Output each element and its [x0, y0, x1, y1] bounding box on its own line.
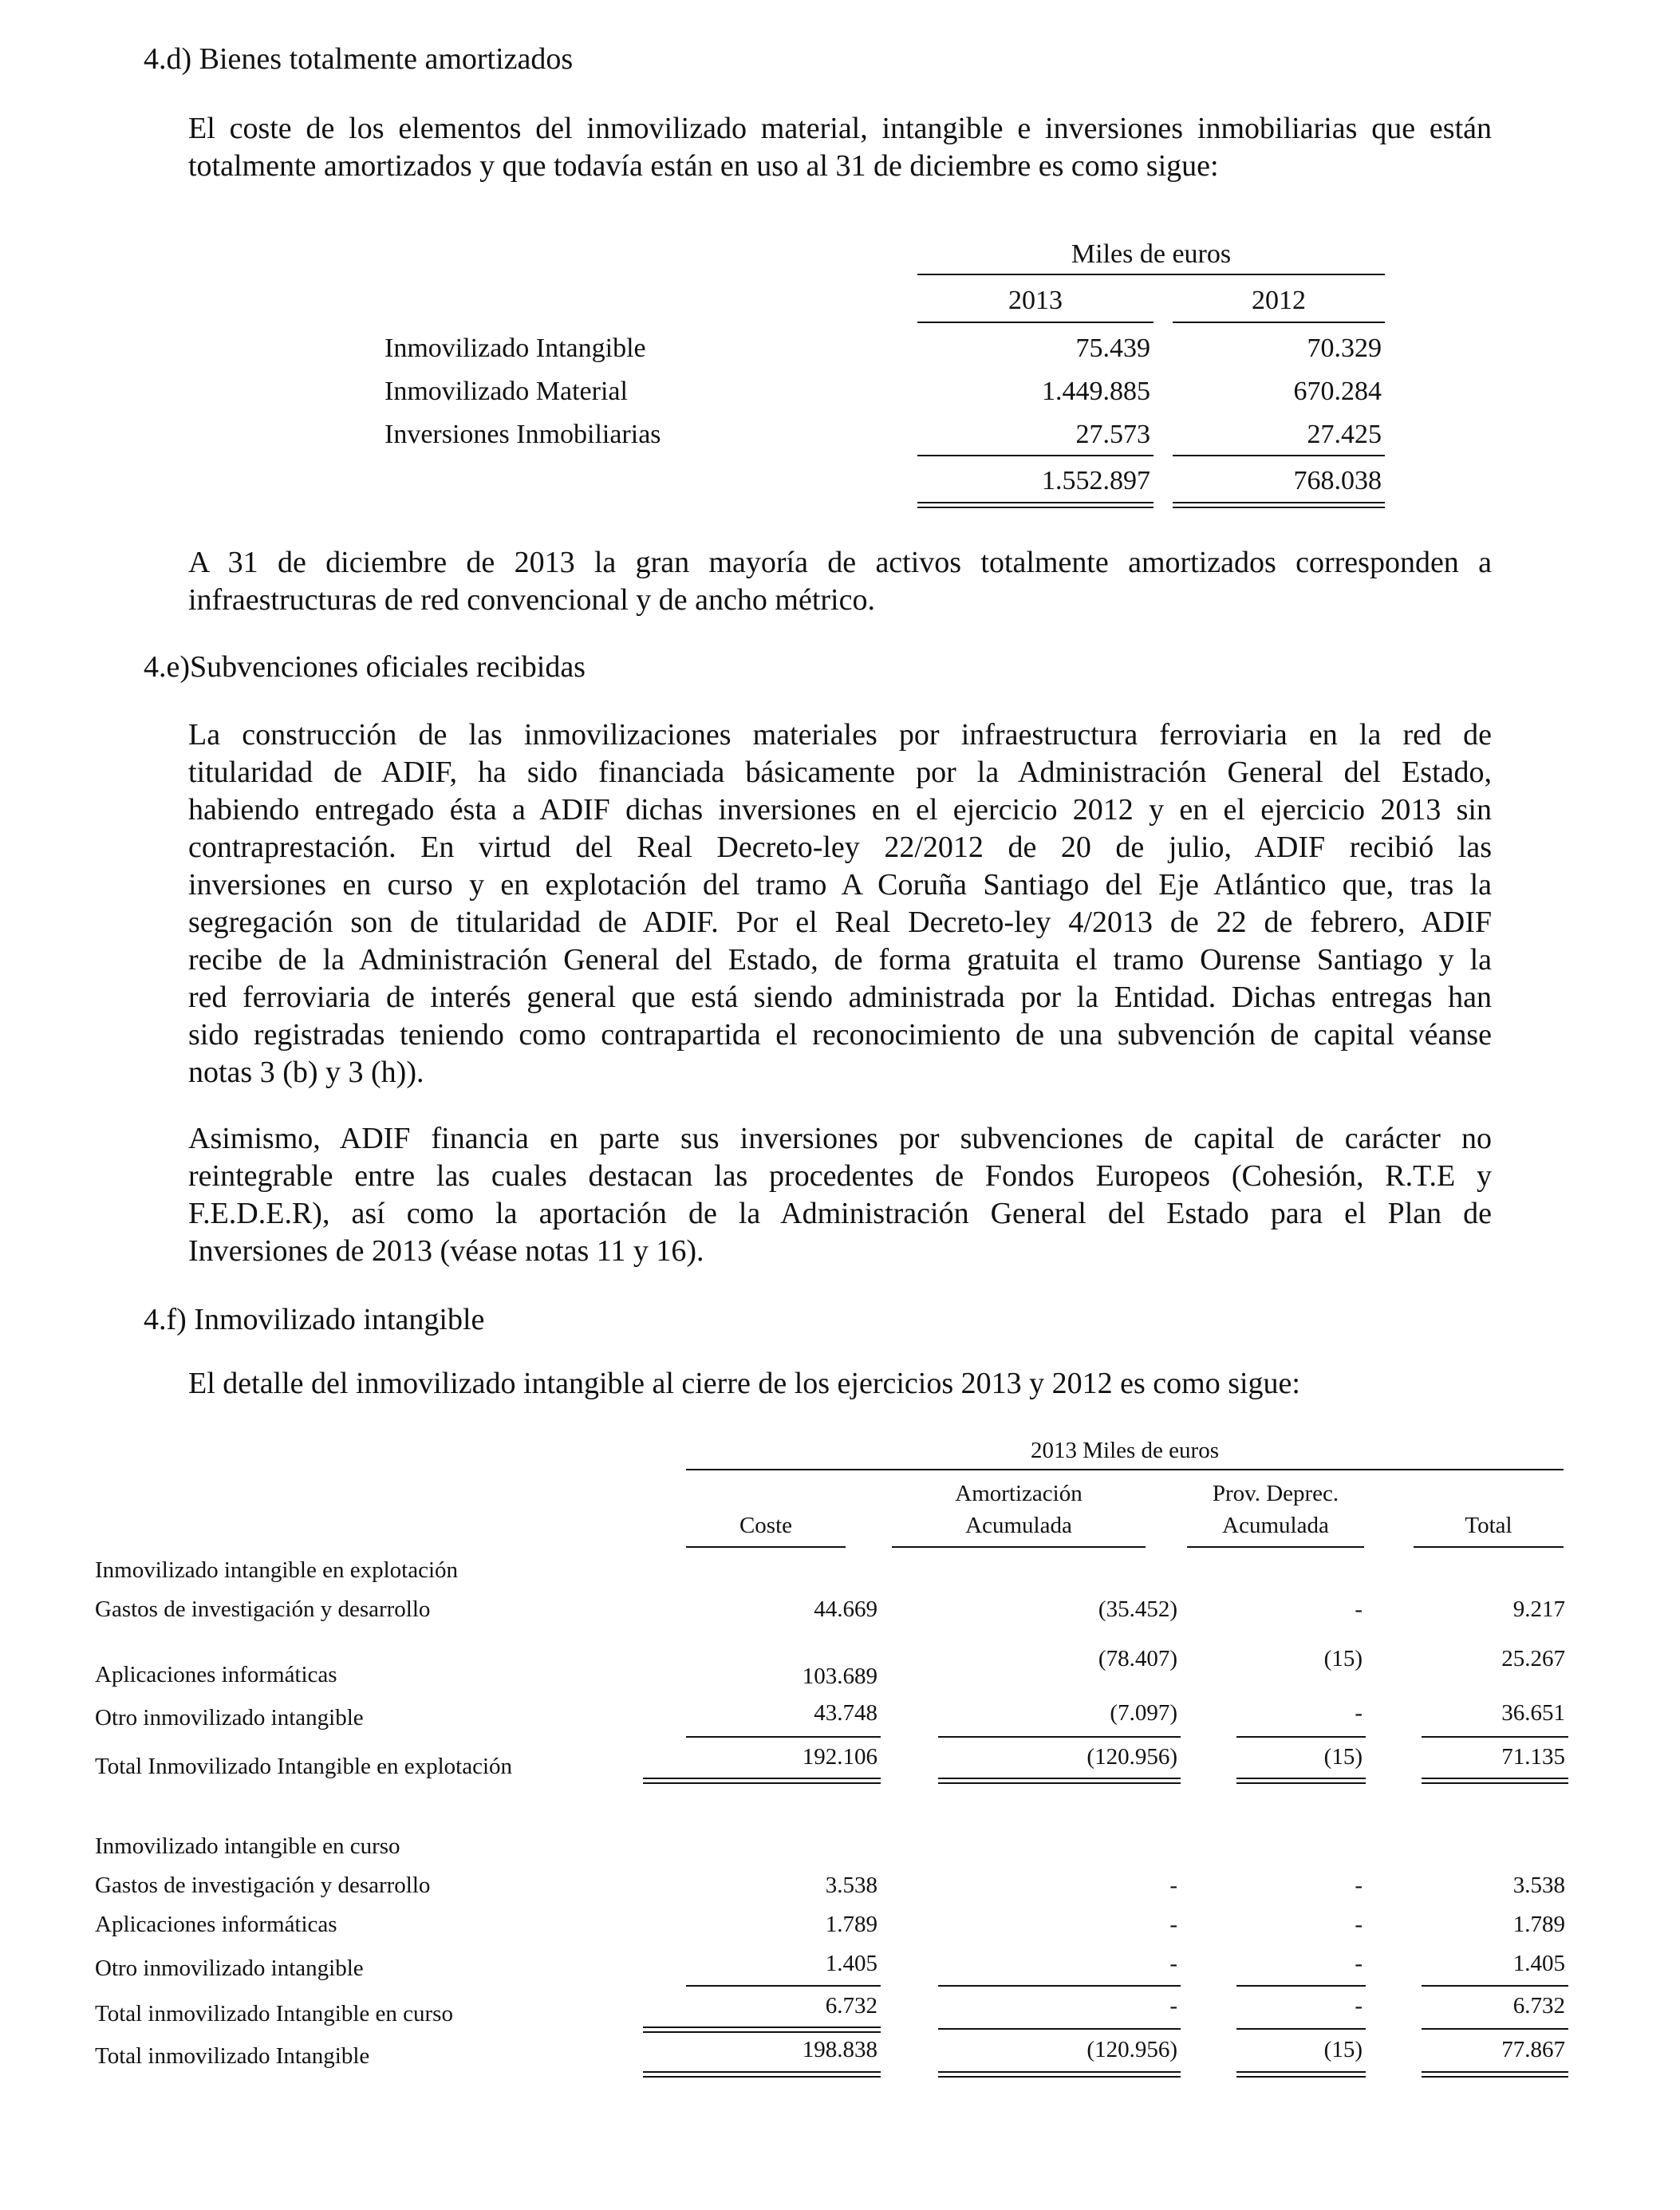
divider — [938, 1736, 1181, 1738]
row-label: Otro inmovilizado intangible — [95, 1955, 364, 1981]
text-line: inversiones en curso y en explotación del tramo A Coruña Santiago del Eje Atlántico que, tras la — [188, 868, 1492, 902]
row-label: Aplicaciones informáticas — [95, 1662, 337, 1687]
double-underline — [938, 1778, 1181, 1784]
column-header-prov-acumulada: Acumulada — [1222, 1513, 1329, 1538]
value-provision: - — [1355, 1993, 1363, 2019]
row-label: Total inmovilizado Intangible en curso — [95, 2001, 453, 2026]
divider — [1236, 2028, 1366, 2030]
text-line: F.E.D.E.R), así como la aportación de la Administración General del Estado para el Plan de — [188, 1197, 1492, 1230]
value-coste: 1.789 — [825, 1912, 877, 1937]
value-coste: 1.405 — [825, 1951, 877, 1976]
divider — [1236, 1985, 1366, 1987]
divider — [892, 1546, 1146, 1548]
divider — [938, 2028, 1181, 2030]
total-2012: 768.038 — [1293, 466, 1382, 495]
divider — [1236, 1736, 1366, 1738]
value-2013: 75.439 — [1075, 333, 1150, 363]
column-header-prov-deprec: Prov. Deprec. — [1212, 1481, 1339, 1506]
table-group-header: 2013 Miles de euros — [1031, 1438, 1219, 1463]
double-underline — [1236, 1778, 1366, 1784]
value-provision: - — [1355, 1700, 1363, 1726]
double-underline — [917, 502, 1154, 508]
value-amortizacion: - — [1169, 1951, 1177, 1976]
value-coste: 103.689 — [802, 1663, 877, 1689]
double-underline — [1173, 502, 1385, 508]
double-underline — [643, 2026, 881, 2033]
text-line: Inversiones de 2013 (véase notas 11 y 16). — [188, 1234, 704, 1268]
row-label: Aplicaciones informáticas — [95, 1912, 337, 1937]
divider — [686, 1469, 1564, 1470]
value-total: 6.732 — [1512, 1993, 1565, 2019]
section-d-conclusion — [188, 544, 1492, 619]
divider — [917, 274, 1385, 275]
value-total: 1.789 — [1512, 1912, 1565, 1937]
text-line: red ferroviaria de interés general que está siendo administrada por la Entidad. Dichas entregas han — [188, 981, 1492, 1014]
divider — [1173, 322, 1385, 323]
value-total: 71.135 — [1501, 1744, 1565, 1770]
row-label: Gastos de investigación y desarrollo — [95, 1873, 431, 1898]
divider — [1173, 455, 1385, 456]
text-line: contraprestación. En virtud del Real Decreto-ley 22/2012 de 20 de julio, ADIF recibió las — [188, 831, 1492, 864]
value-amortizacion: (120.956) — [1086, 1744, 1177, 1770]
double-underline — [1422, 2071, 1568, 2078]
divider — [1422, 2028, 1568, 2030]
value-amortizacion: (35.452) — [1098, 1596, 1177, 1622]
text-line: titularidad de ADIF, ha sido financiada básicamente por la Administración General del Estado, — [188, 756, 1492, 789]
divider — [1422, 1736, 1568, 1738]
value-amortizacion: - — [1169, 1873, 1177, 1898]
value-2013: 27.573 — [1075, 420, 1150, 449]
row-label: Inmovilizado Material — [385, 377, 628, 406]
section-d-intro — [188, 110, 1492, 185]
column-header-total: Total — [1465, 1513, 1512, 1538]
value-coste: 6.732 — [825, 1993, 877, 2019]
section-f-heading: 4.f) Inmovilizado intangible — [144, 1303, 485, 1336]
divider — [938, 1985, 1181, 1987]
text-line: habiendo entregado ésta a ADIF dichas inversiones en el ejercicio 2012 y en el ejercicio 2013 sin — [188, 793, 1492, 827]
section-d-heading: 4.d) Bienes totalmente amortizados — [144, 42, 574, 76]
divider — [917, 455, 1154, 456]
total-2013: 1.552.897 — [1042, 466, 1150, 495]
value-provision: - — [1355, 1873, 1363, 1898]
double-underline — [643, 1778, 881, 1784]
text-line: El coste de los elementos del inmovilizado material, intangible e inversiones inmobiliarias que están — [188, 112, 1492, 145]
table-group-header: Miles de euros — [1071, 239, 1232, 269]
column-header-coste: Coste — [739, 1513, 793, 1538]
row-label: Otro inmovilizado intangible — [95, 1705, 364, 1731]
divider — [1422, 1985, 1568, 1987]
value-provision: (15) — [1323, 1646, 1363, 1671]
subsection-title: Inmovilizado intangible en curso — [95, 1833, 400, 1859]
divider — [1414, 1546, 1564, 1548]
section-f-intro: El detalle del inmovilizado intangible al cierre de los ejercicios 2013 y 2012 es como sigue: — [188, 1367, 1300, 1400]
value-coste: 3.538 — [825, 1873, 877, 1898]
column-header-acumulada: Acumulada — [965, 1513, 1072, 1538]
value-coste: 198.838 — [802, 2037, 877, 2062]
divider — [686, 1736, 881, 1738]
divider — [1187, 1546, 1364, 1548]
text-line: segregación son de titularidad de ADIF. Por el Real Decreto-ley 4/2013 de 22 de febrero, ADIF — [188, 906, 1492, 939]
text-line: infraestructuras de red convencional y de ancho métrico. — [188, 583, 875, 617]
row-label: Total inmovilizado Intangible — [95, 2043, 370, 2069]
row-label: Total Inmovilizado Intangible en explotación — [95, 1754, 513, 1779]
row-label: Inversiones Inmobiliarias — [385, 420, 661, 449]
row-label: Inmovilizado Intangible — [385, 333, 646, 363]
value-total: 9.217 — [1512, 1596, 1565, 1622]
value-total: 36.651 — [1501, 1700, 1565, 1726]
value-provision: - — [1355, 1596, 1363, 1622]
text-line: reintegrable entre las cuales destacan las procedentes de Fondos Europeos (Cohesión, R.T.E y — [188, 1159, 1492, 1193]
text-line: notas 3 (b) y 3 (h)). — [188, 1056, 424, 1089]
value-2013: 1.449.885 — [1042, 377, 1150, 406]
text-line: recibe de la Administración General del Estado, de forma gratuita el tramo Ourense Santiago y la — [188, 943, 1492, 977]
divider — [917, 322, 1154, 323]
section-e-paragraph-2 — [188, 1120, 1492, 1270]
value-amortizacion: (78.407) — [1098, 1646, 1177, 1671]
row-label: Gastos de investigación y desarrollo — [95, 1596, 431, 1622]
text-line: A 31 de diciembre de 2013 la gran mayoría de activos totalmente amortizados corresponden a — [188, 546, 1492, 579]
divider — [686, 1985, 881, 1987]
value-2012: 670.284 — [1293, 377, 1382, 406]
text-line: Asimismo, ADIF financia en parte sus inversiones por subvenciones de capital de carácter no — [188, 1122, 1492, 1155]
value-provision: (15) — [1323, 2037, 1363, 2062]
double-underline — [643, 2071, 881, 2078]
column-header-2013: 2013 — [1008, 286, 1063, 315]
double-underline — [938, 2071, 1181, 2078]
double-underline — [1236, 2071, 1366, 2078]
text-line: La construcción de las inmovilizaciones materiales por infraestructura ferroviaria en la red de — [188, 718, 1492, 752]
value-total: 25.267 — [1501, 1646, 1565, 1671]
value-2012: 27.425 — [1307, 420, 1382, 449]
double-underline — [1422, 1778, 1568, 1784]
value-provision: - — [1355, 1951, 1363, 1976]
value-coste: 192.106 — [802, 1744, 877, 1770]
value-provision: (15) — [1323, 1744, 1363, 1770]
value-coste: 43.748 — [814, 1700, 877, 1726]
value-coste: 44.669 — [814, 1596, 877, 1622]
value-2012: 70.329 — [1307, 333, 1382, 363]
subsection-title: Inmovilizado intangible en explotación — [95, 1557, 459, 1583]
value-provision: - — [1355, 1912, 1363, 1937]
text-line: sido registradas teniendo como contrapartida el reconocimiento de una subvención de capital véanse — [188, 1018, 1492, 1052]
divider — [686, 1546, 846, 1548]
section-e-paragraph-1 — [188, 716, 1492, 1091]
column-header-2012: 2012 — [1252, 286, 1306, 315]
section-e-heading: 4.e)Subvenciones oficiales recibidas — [144, 650, 586, 684]
column-header-amortizacion: Amortización — [955, 1481, 1083, 1506]
value-total: 77.867 — [1501, 2037, 1565, 2062]
value-amortizacion: (120.956) — [1086, 2037, 1177, 2062]
text-line: totalmente amortizados y que todavía están en uso al 31 de diciembre es como sigue: — [188, 149, 1219, 183]
value-amortizacion: - — [1169, 1912, 1177, 1937]
value-amortizacion: (7.097) — [1110, 1700, 1177, 1726]
value-total: 1.405 — [1512, 1951, 1565, 1976]
value-amortizacion: - — [1169, 1993, 1177, 2019]
value-total: 3.538 — [1512, 1873, 1565, 1898]
